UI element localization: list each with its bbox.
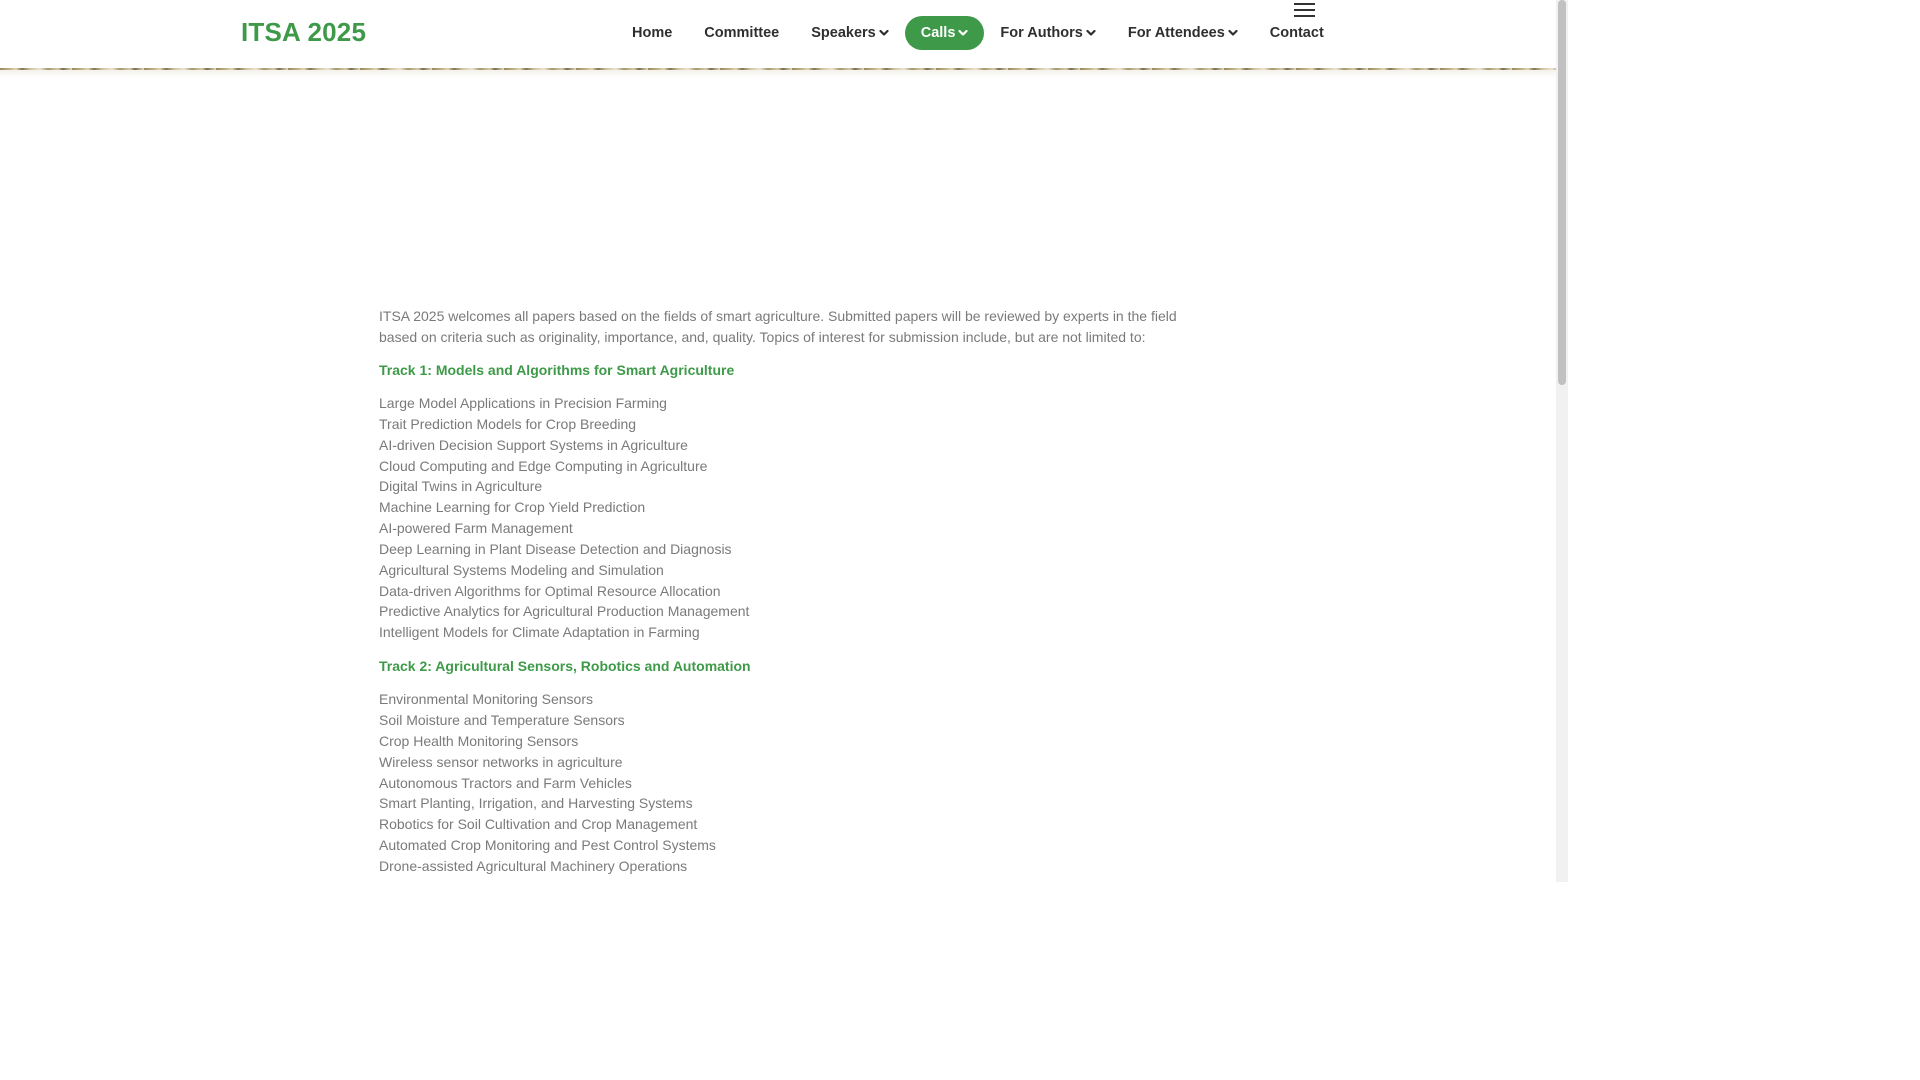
track-title: Track 1: Models and Algorithms for Smart Agriculture xyxy=(379,362,735,378)
scrollbar-thumb[interactable] xyxy=(1558,0,1566,385)
nav-item-calls[interactable] xyxy=(905,16,985,50)
topic-item: Smart Planting, Irrigation, and Harvesting Systems xyxy=(379,795,693,812)
topic-item: AI-powered Farm Management xyxy=(379,520,573,537)
topic-item: Wireless sensor networks in agriculture xyxy=(379,753,623,770)
nav-item-label: Committee xyxy=(704,25,780,41)
nav-item-label: Home xyxy=(632,25,673,41)
topic-item: AI-driven Decision Support Systems in Agriculture xyxy=(379,436,688,453)
page-scrollbar[interactable] xyxy=(1556,0,1568,882)
nav-item-label: Contact xyxy=(1269,25,1324,41)
topic-item: Deep Learning in Plant Disease Detection and Diagnosis xyxy=(379,540,732,557)
nav-item-speakers[interactable] xyxy=(795,16,905,50)
main-nav xyxy=(616,16,1340,50)
intro-paragraph: ITSA 2025 welcomes all papers based on the fields of smart agriculture. Submitted papers will be reviewed by experts in the field based on criteria such as originality, importance, and, quality. Topics of interest for submission include, but are not limited to: xyxy=(379,308,1177,345)
topic-item: Intelligent Models for Climate Adaptation in Farming xyxy=(379,624,700,641)
topic-item: Data-driven Algorithms for Optimal Resource Allocation xyxy=(379,582,721,599)
nav-item-for-authors[interactable] xyxy=(984,16,1111,50)
topic-item: Crop Health Monitoring Sensors xyxy=(379,732,579,749)
nav-item-home[interactable] xyxy=(616,16,688,50)
topic-item: Machine Learning for Crop Yield Prediction xyxy=(379,499,646,516)
topic-item: Predictive Analytics for Agricultural Production Management xyxy=(379,603,750,620)
tracks-container xyxy=(379,360,1179,877)
site-logo-link[interactable]: ITSA 2025 xyxy=(241,17,367,47)
nav-item-for-attendees[interactable] xyxy=(1112,16,1254,50)
hero-banner-fade xyxy=(0,68,1556,78)
topic-item: Autonomous Tractors and Farm Vehicles xyxy=(379,774,632,791)
nav-item-contact[interactable] xyxy=(1254,16,1340,50)
hamburger-menu-icon[interactable] xyxy=(1294,3,1316,19)
topic-item: Digital Twins in Agriculture xyxy=(379,478,543,495)
nav-item-label: For Attendees xyxy=(1127,25,1225,41)
topic-item: Automated Crop Monitoring and Pest Control Systems xyxy=(379,837,716,854)
topic-list xyxy=(379,393,1179,643)
nav-item-label: Speakers xyxy=(811,25,876,41)
topic-item: Robotics for Soil Cultivation and Crop Management xyxy=(379,816,698,833)
topic-item: Drone-assisted Agricultural Machinery Operations xyxy=(379,857,688,874)
site-header xyxy=(0,0,1556,68)
topic-item: Agricultural Systems Modeling and Simulation xyxy=(379,561,664,578)
nav-item-label: Calls xyxy=(920,25,956,41)
topic-item: Environmental Monitoring Sensors xyxy=(379,691,593,708)
chevron-down-icon xyxy=(1228,28,1238,38)
chevron-down-icon xyxy=(958,28,968,38)
topic-item: Large Model Applications in Precision Farming xyxy=(379,395,667,411)
topic-item: Trait Prediction Models for Crop Breeding xyxy=(379,415,637,432)
nav-item-committee[interactable] xyxy=(688,16,795,50)
nav-item-label: For Authors xyxy=(1000,25,1083,41)
topic-item: Soil Moisture and Temperature Sensors xyxy=(379,711,625,728)
calls-content xyxy=(379,306,1179,877)
chevron-down-icon xyxy=(1086,28,1096,38)
topic-list xyxy=(379,689,1179,877)
track-title: Track 2: Agricultural Sensors, Robotics and Automation xyxy=(379,658,751,675)
topic-item: Cloud Computing and Edge Computing in Agriculture xyxy=(379,457,708,474)
chevron-down-icon xyxy=(879,28,889,38)
